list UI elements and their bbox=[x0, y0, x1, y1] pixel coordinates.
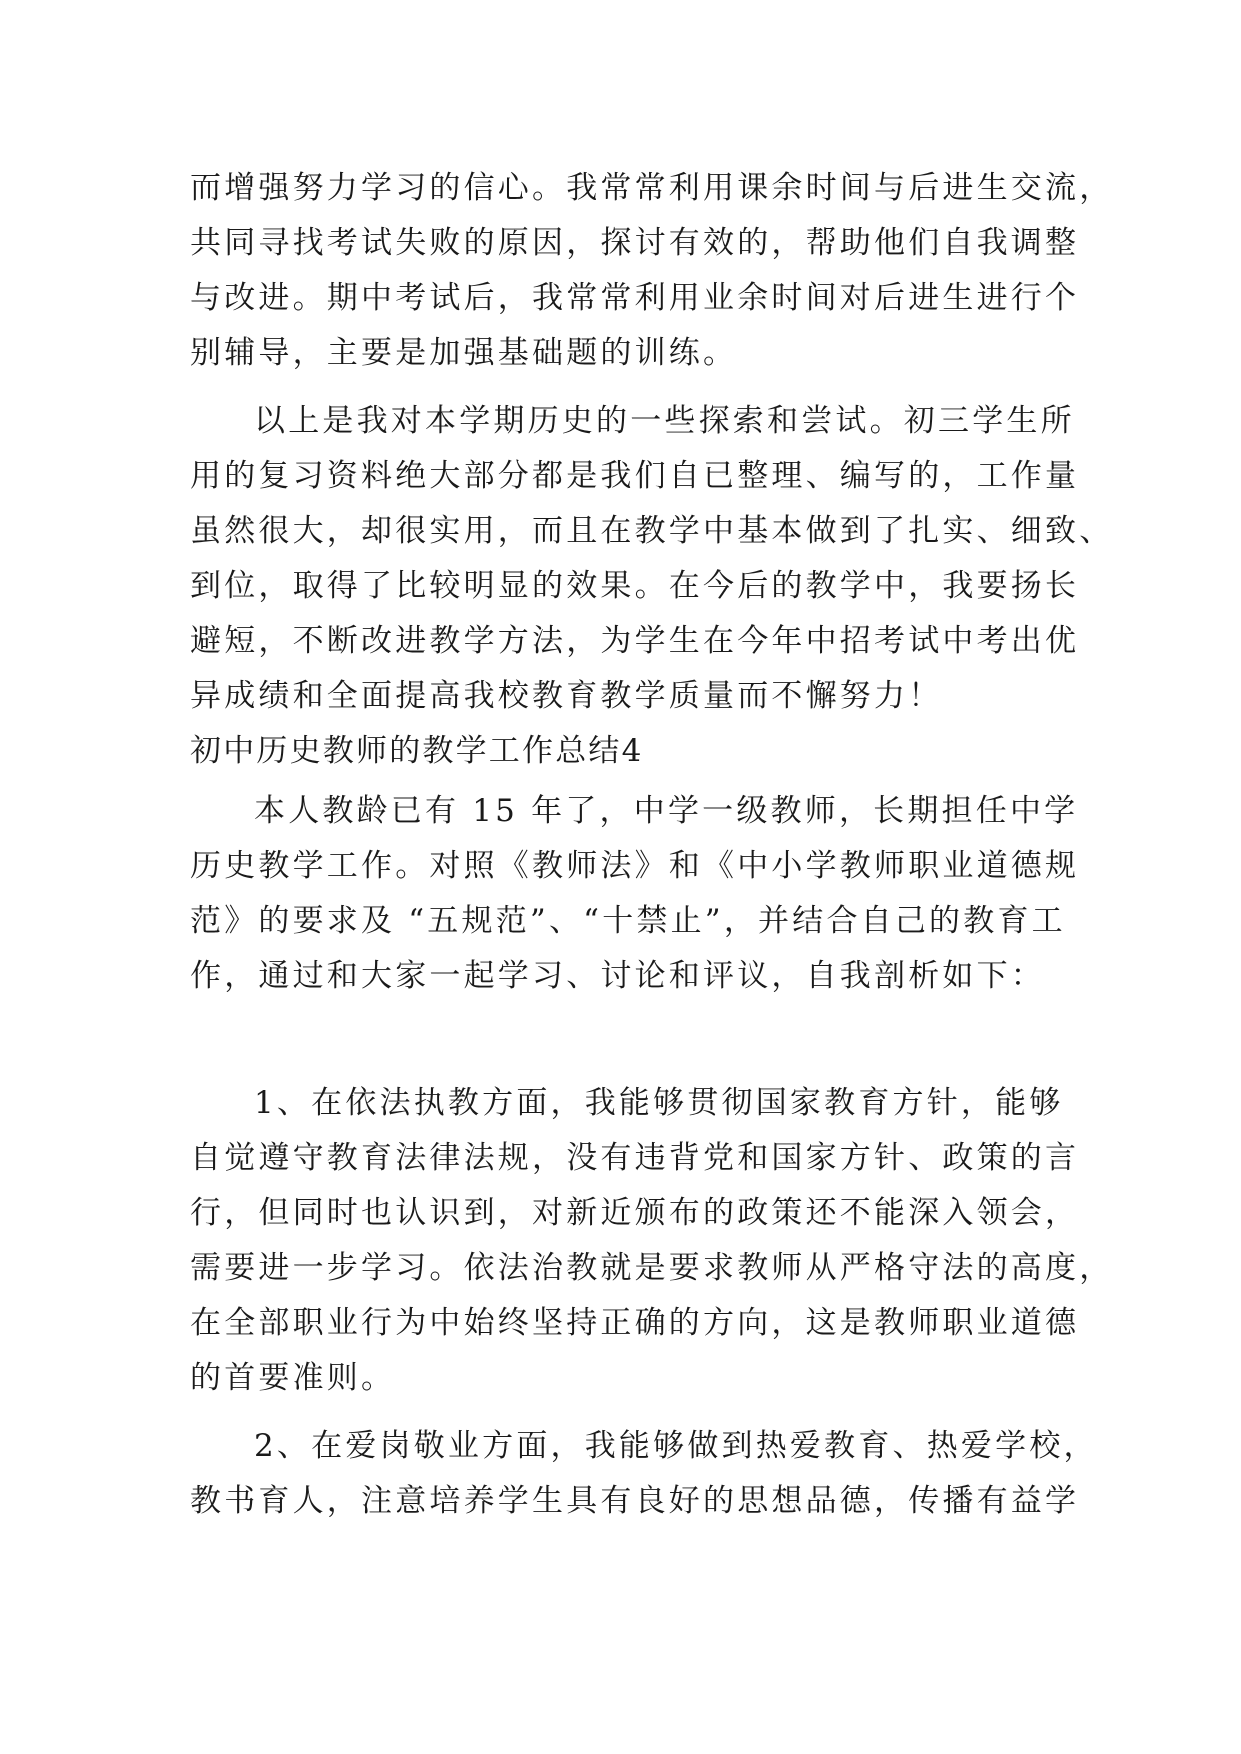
text-line: 本人教龄已有 15 年了，中学一级教师，长期担任中学 bbox=[254, 793, 1079, 829]
text-line: 1、在依法执教方面，我能够贯彻国家教育方针，能够 bbox=[254, 1085, 1064, 1121]
text-line: 用的复习资料绝大部分都是我们自已整理、编写的，工作量 bbox=[190, 458, 1080, 494]
text-line: 到位，取得了比较明显的效果。在今后的教学中，我要扬长 bbox=[190, 568, 1080, 604]
text-line: 范》的要求及 “五规范”、“十禁止”，并结合自己的教育工 bbox=[190, 903, 1066, 939]
text-line: 行，但同时也认识到，对新近颁布的政策还不能深入领会， bbox=[190, 1195, 1080, 1231]
text-line: 在全部职业行为中始终坚持正确的方向，这是教师职业道德 bbox=[190, 1305, 1080, 1341]
text-line: 自觉遵守教育法律法规，没有违背党和国家方针、政策的言 bbox=[190, 1140, 1080, 1176]
text-line: 的首要准则。 bbox=[190, 1360, 396, 1396]
text-line: 别辅导，主要是加强基础题的训练。 bbox=[190, 335, 738, 371]
text-line: 共同寻找考试失败的原因，探讨有效的，帮助他们自我调整 bbox=[190, 225, 1080, 261]
text-line: 需要进一步学习。依法治教就是要求教师从严格守法的高度， bbox=[190, 1250, 1114, 1286]
text-line: 作，通过和大家一起学习、讨论和评议，自我剖析如下： bbox=[190, 958, 1045, 994]
text-line: 以上是我对本学期历史的一些探索和尝试。初三学生所 bbox=[254, 403, 1075, 439]
text-line: 历史教学工作。对照《教师法》和《中小学教师职业道德规 bbox=[190, 848, 1080, 884]
section-heading: 初中历史教师的教学工作总结4 bbox=[190, 733, 644, 769]
text-line: 避短，不断改进教学方法，为学生在今年中招考试中考出优 bbox=[190, 623, 1080, 659]
text-line: 与改进。期中考试后，我常常利用业余时间对后进生进行个 bbox=[190, 280, 1080, 316]
text-line: 教书育人，注意培养学生具有良好的思想品德，传播有益学 bbox=[190, 1483, 1080, 1519]
text-line: 异成绩和全面提高我校教育教学质量而不懈努力！ bbox=[190, 678, 943, 714]
text-line: 虽然很大，却很实用，而且在教学中基本做到了扎实、细致、 bbox=[190, 513, 1114, 549]
text-line: 而增强努力学习的信心。我常常利用课余时间与后进生交流， bbox=[190, 170, 1114, 206]
text-line: 2、在爱岗敬业方面，我能够做到热爱教育、热爱学校， bbox=[254, 1428, 1098, 1464]
